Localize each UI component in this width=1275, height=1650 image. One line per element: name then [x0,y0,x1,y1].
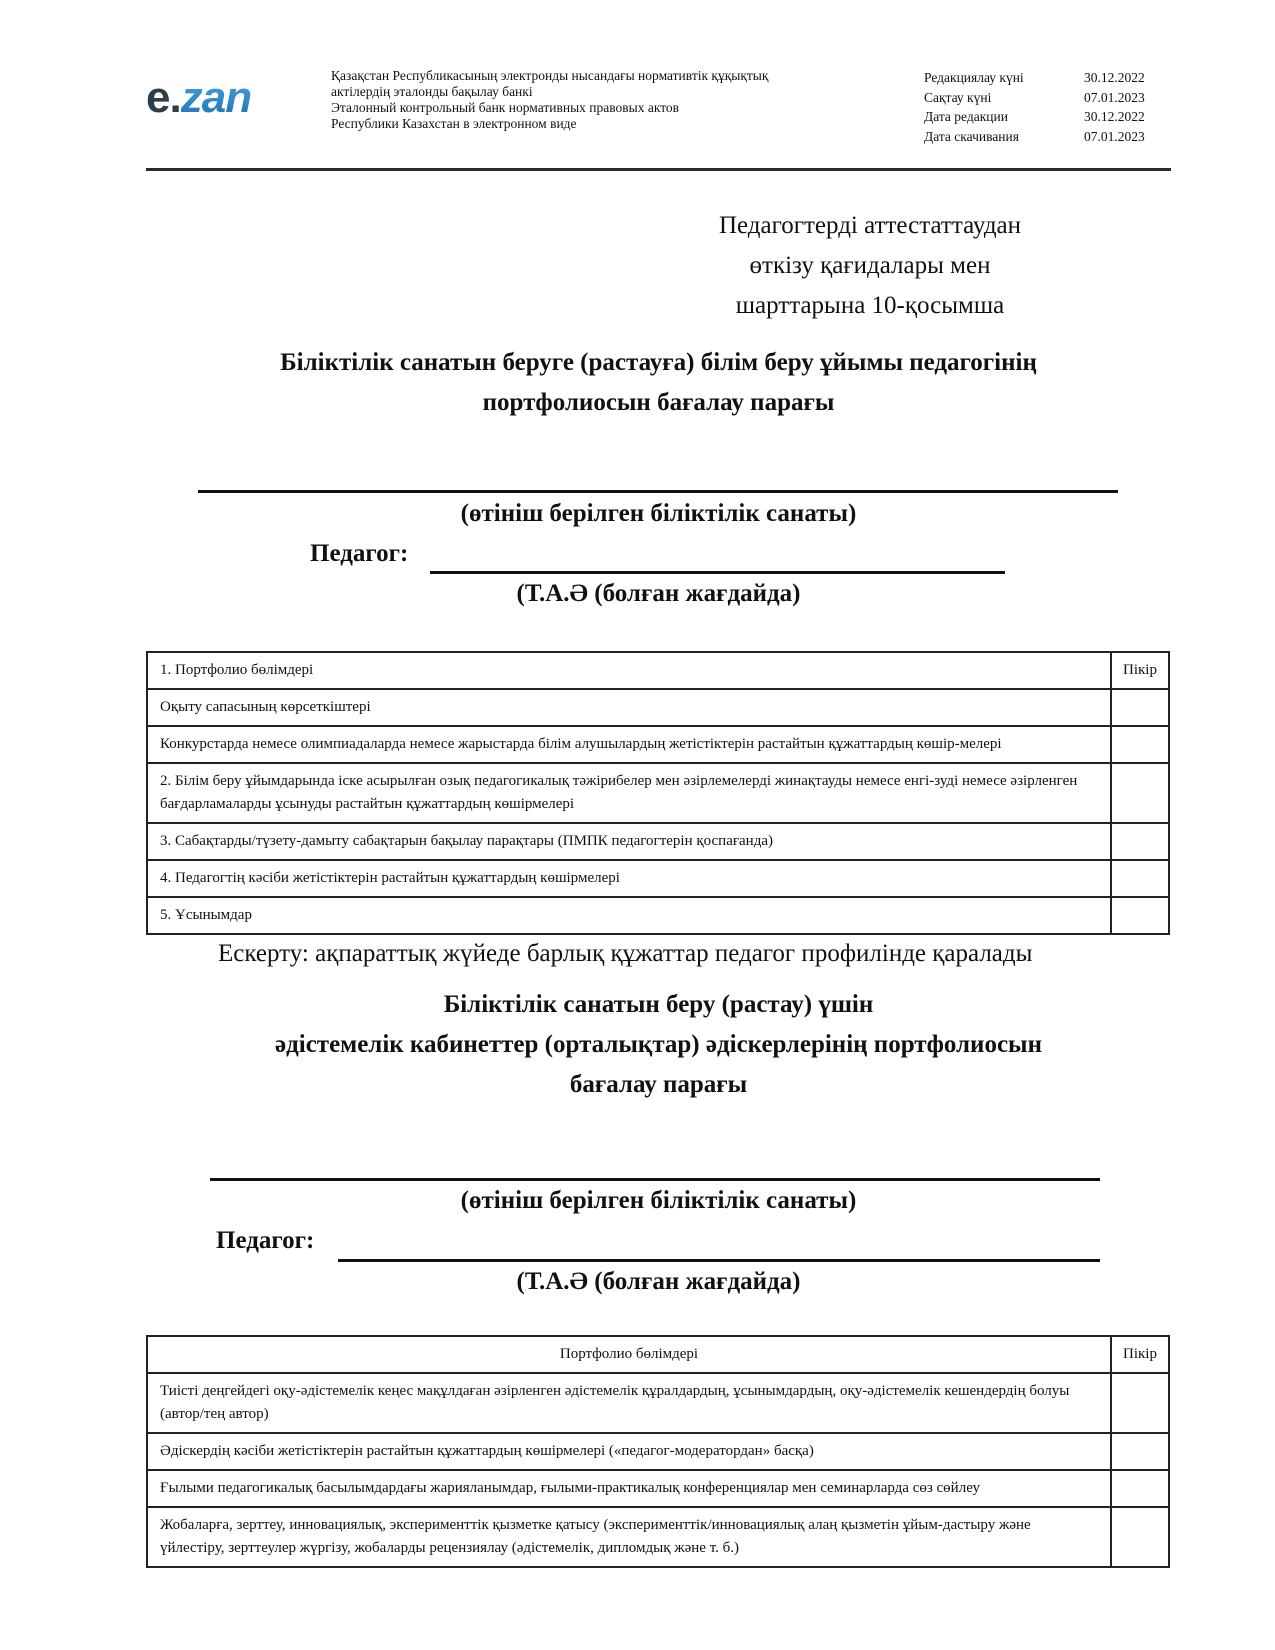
comment-cell[interactable] [1111,897,1169,934]
comment-cell[interactable] [1111,1507,1169,1567]
annex-line: өткізу қағидалары мен [749,252,991,279]
comment-cell[interactable] [1111,763,1169,823]
teacher-name-blank-line[interactable] [338,1259,1100,1262]
comment-cell[interactable] [1111,726,1169,763]
header-dates [924,68,1145,146]
table-row [147,763,1169,823]
table-row [147,689,1169,726]
date-row [924,88,1145,108]
comment-cell[interactable] [1111,823,1169,860]
date-row [924,127,1145,147]
title-line: бағалау парағы [569,1071,748,1098]
teacher-label: Педагог: [310,540,409,567]
header-bank-title [331,68,768,132]
header-line: Эталонный контрольный банк нормативных правовых актов [331,100,680,115]
section1-title [146,343,1171,423]
teacher-label: Педагог: [216,1227,315,1254]
title-line: Біліктілік санатын беруге (растауға) білім беру ұйымы педагогінің [280,349,1037,376]
title-line: портфолиосын бағалау парағы [482,389,835,416]
date-value: 07.01.2023 [1084,128,1145,144]
date-value: 07.01.2023 [1084,89,1145,105]
table-row [147,1373,1169,1433]
logo-dot: . [169,73,181,122]
note-text: Ескерту: ақпараттық жүйеде барлық құжаттар педагог профилінде қаралады [218,940,1033,967]
column-header-sections: 1. Портфолио бөлімдері [147,652,1111,689]
row-label: Оқыту сапасының көрсеткіштері [147,689,1111,726]
row-label: Конкурстарда немесе олимпиадаларда немесе жарыстарда білім алушылардың жетістіктерін растайтын құжаттардың көшір-мелері [147,726,1111,763]
table-row [147,726,1169,763]
annex-reference [680,206,1060,326]
header-divider [146,168,1171,171]
date-row [924,68,1145,88]
header-line: Қазақстан Республикасының электронды нысандағы нормативтік құқықтық [331,68,769,83]
name-caption: (Т.А.Ә (болған жағдайда) [516,580,801,607]
category-blank-line[interactable] [210,1178,1100,1181]
comment-cell[interactable] [1111,860,1169,897]
table-row [147,1433,1169,1470]
header-line: актілердің эталонды бақылау банкі [331,84,533,99]
category-blank-line[interactable] [198,490,1118,493]
header-line: Республики Казахстан в электронном виде [331,116,577,131]
row-label: 2. Білім беру ұйымдарында іске асырылған озық педагогикалық тәжірибелер мен әзірлемелерді жинақтауды немесе енгі-зуді немесе әзірленген бағдарламаларды ұсынуды растайтын құжаттардың көшірмелері [147,763,1111,823]
row-label: 5. Ұсынымдар [147,897,1111,934]
row-label: Жобаларға, зерттеу, инновациялық, эксперименттік қызметке қатысу (эксперименттік/инновациялық алаң қызметін ұйым-дастыру және үйлестіру, зерттеулер жүргізу, жобаларды рецензиялау (әдістемелік, дипломдық және т. б.) [147,1507,1111,1567]
logo-e: e [146,73,170,122]
teacher-name-blank-line[interactable] [430,571,1005,574]
column-header-sections: Портфолио бөлімдері [147,1336,1111,1373]
table-row [147,823,1169,860]
date-row [924,107,1145,127]
comment-cell[interactable] [1111,1470,1169,1507]
table-header-row [147,1336,1169,1373]
column-header-comment: Пікір [1111,652,1169,689]
annex-line: Педагогтерді аттестаттаудан [718,212,1022,239]
portfolio-table-2 [146,1335,1170,1568]
logo-zan: zan [180,73,252,122]
annex-line: шарттарына 10-қосымша [735,292,1005,319]
name-caption: (Т.А.Ә (болған жағдайда) [516,1268,801,1295]
table-row [147,897,1169,934]
table-row [147,1507,1169,1567]
date-label: Редакциялау күні [924,70,1024,85]
row-label: 4. Педагогтің кәсіби жетістіктерін растайтын құжаттардың көшірмелері [147,860,1111,897]
title-line: әдістемелік кабинеттер (орталықтар) әдіскерлерінің портфолиосын [275,1031,1042,1058]
category-caption: (өтініш берілген біліктілік санаты) [460,1187,857,1214]
date-label: Сақтау күні [924,89,992,105]
ezan-logo [146,73,252,122]
comment-cell[interactable] [1111,1373,1169,1433]
row-label: Ғылыми педагогикалық басылымдардағы жарияланымдар, ғылыми-практикалық конференциялар мен семинарларда сөз сөйлеу [147,1470,1111,1507]
category-caption: (өтініш берілген біліктілік санаты) [460,500,857,527]
date-value: 30.12.2022 [1084,109,1145,124]
table-row [147,860,1169,897]
row-label: Әдіскердің кәсіби жетістіктерін растайтын құжаттардың көшірмелері («педагог-модератордан» басқа) [147,1433,1111,1470]
comment-cell[interactable] [1111,1433,1169,1470]
table-header-row [147,652,1169,689]
table-row [147,1470,1169,1507]
date-label: Дата скачивания [924,128,1019,144]
date-label: Дата редакции [924,109,1008,124]
column-header-comment: Пікір [1111,1336,1169,1373]
document-header [146,62,1171,170]
portfolio-table-1 [146,651,1170,935]
title-line: Біліктілік санатын беру (растау) үшін [443,991,874,1018]
row-label: 3. Сабақтарды/түзету-дамыту сабақтарын бақылау парақтары (ПМПК педагогтерін қоспағанда) [147,823,1111,860]
row-label: Тиісті деңгейдегі оқу-әдістемелік кеңес мақұлдаған әзірленген әдістемелік құралдардың, ұсынымдардың, оқу-әдістемелік кешендердің болуы (автор/тең автор) [147,1373,1111,1433]
section2-title [146,985,1171,1105]
date-value: 30.12.2022 [1084,70,1145,85]
comment-cell[interactable] [1111,689,1169,726]
